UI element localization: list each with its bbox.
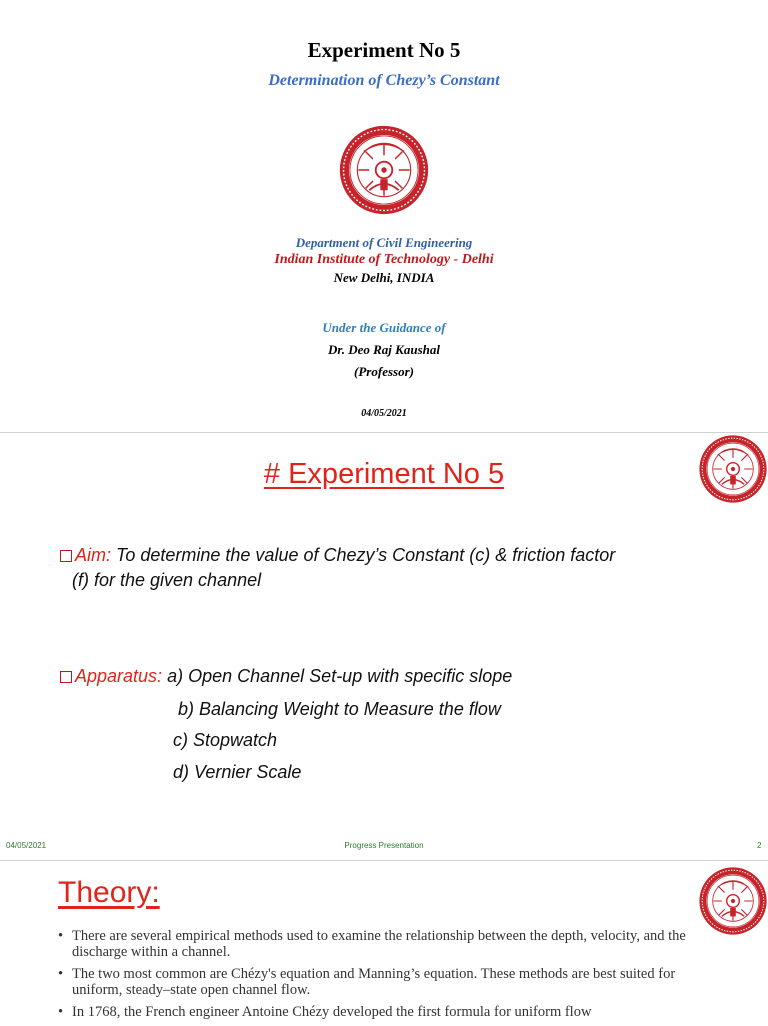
apparatus-item: d) Vernier Scale [173, 762, 302, 782]
experiment-slide [0, 432, 768, 860]
city-name: New Delhi, INDIA [333, 270, 435, 285]
iit-delhi-seal-icon [698, 866, 768, 936]
iit-delhi-seal-icon [338, 124, 430, 216]
department-name: Department of Civil Engineering [295, 235, 473, 250]
institute-name: Indian Institute of Technology - Delhi [274, 252, 494, 267]
list-item: • There are several empirical methods used to examine the relationship between the depth, velocity, and the discharge within a channel. [58, 928, 718, 960]
apparatus-label: Apparatus: [75, 666, 163, 686]
slide-subtitle: Determination of Chezy’s Constant [268, 72, 500, 89]
slide-date: 04/05/2021 [361, 408, 407, 419]
theory-slide [0, 860, 768, 1024]
checkbox-bullet-icon [60, 550, 72, 562]
footer-date: 04/05/2021 [6, 841, 47, 850]
guidance-label: Under the Guidance of [322, 320, 446, 335]
iit-delhi-seal-icon [698, 434, 768, 504]
footer-page-number: 2 [757, 841, 762, 850]
experiment-heading [0, 458, 768, 491]
apparatus-item: a) Open Channel Set-up with specific slope [167, 666, 513, 686]
apparatus-item: c) Stopwatch [173, 730, 278, 750]
theory-bullet-list [58, 928, 718, 1026]
aim-line [60, 545, 615, 566]
aim-label: Aim: [75, 545, 111, 565]
list-item: • In 1768, the French engineer Antoine Chézy developed the first formula for uniform flow [58, 1004, 718, 1020]
theory-heading: Theory: [58, 876, 160, 909]
professor-title: (Professor) [354, 364, 414, 379]
aim-text-continued: (f) for the given channel [72, 570, 262, 590]
list-item: • The two most common are Chézy's equation and Manning’s equation. These methods are best suited for uniform, steady–state open channel flow. [58, 966, 718, 998]
title-slide [0, 0, 768, 432]
slide-title: Experiment No 5 [307, 38, 461, 62]
experiment-title: Experiment No 5 [288, 458, 505, 490]
aim-text: To determine the value of Chezy’s Constant (c) & friction factor [116, 545, 616, 565]
professor-name: Dr. Deo Raj Kaushal [328, 342, 440, 357]
apparatus-line [60, 666, 512, 687]
footer-title: Progress Presentation [344, 841, 424, 850]
apparatus-item: b) Balancing Weight to Measure the flow [178, 699, 501, 719]
hash-mark: # [263, 458, 281, 490]
checkbox-bullet-icon [60, 671, 72, 683]
